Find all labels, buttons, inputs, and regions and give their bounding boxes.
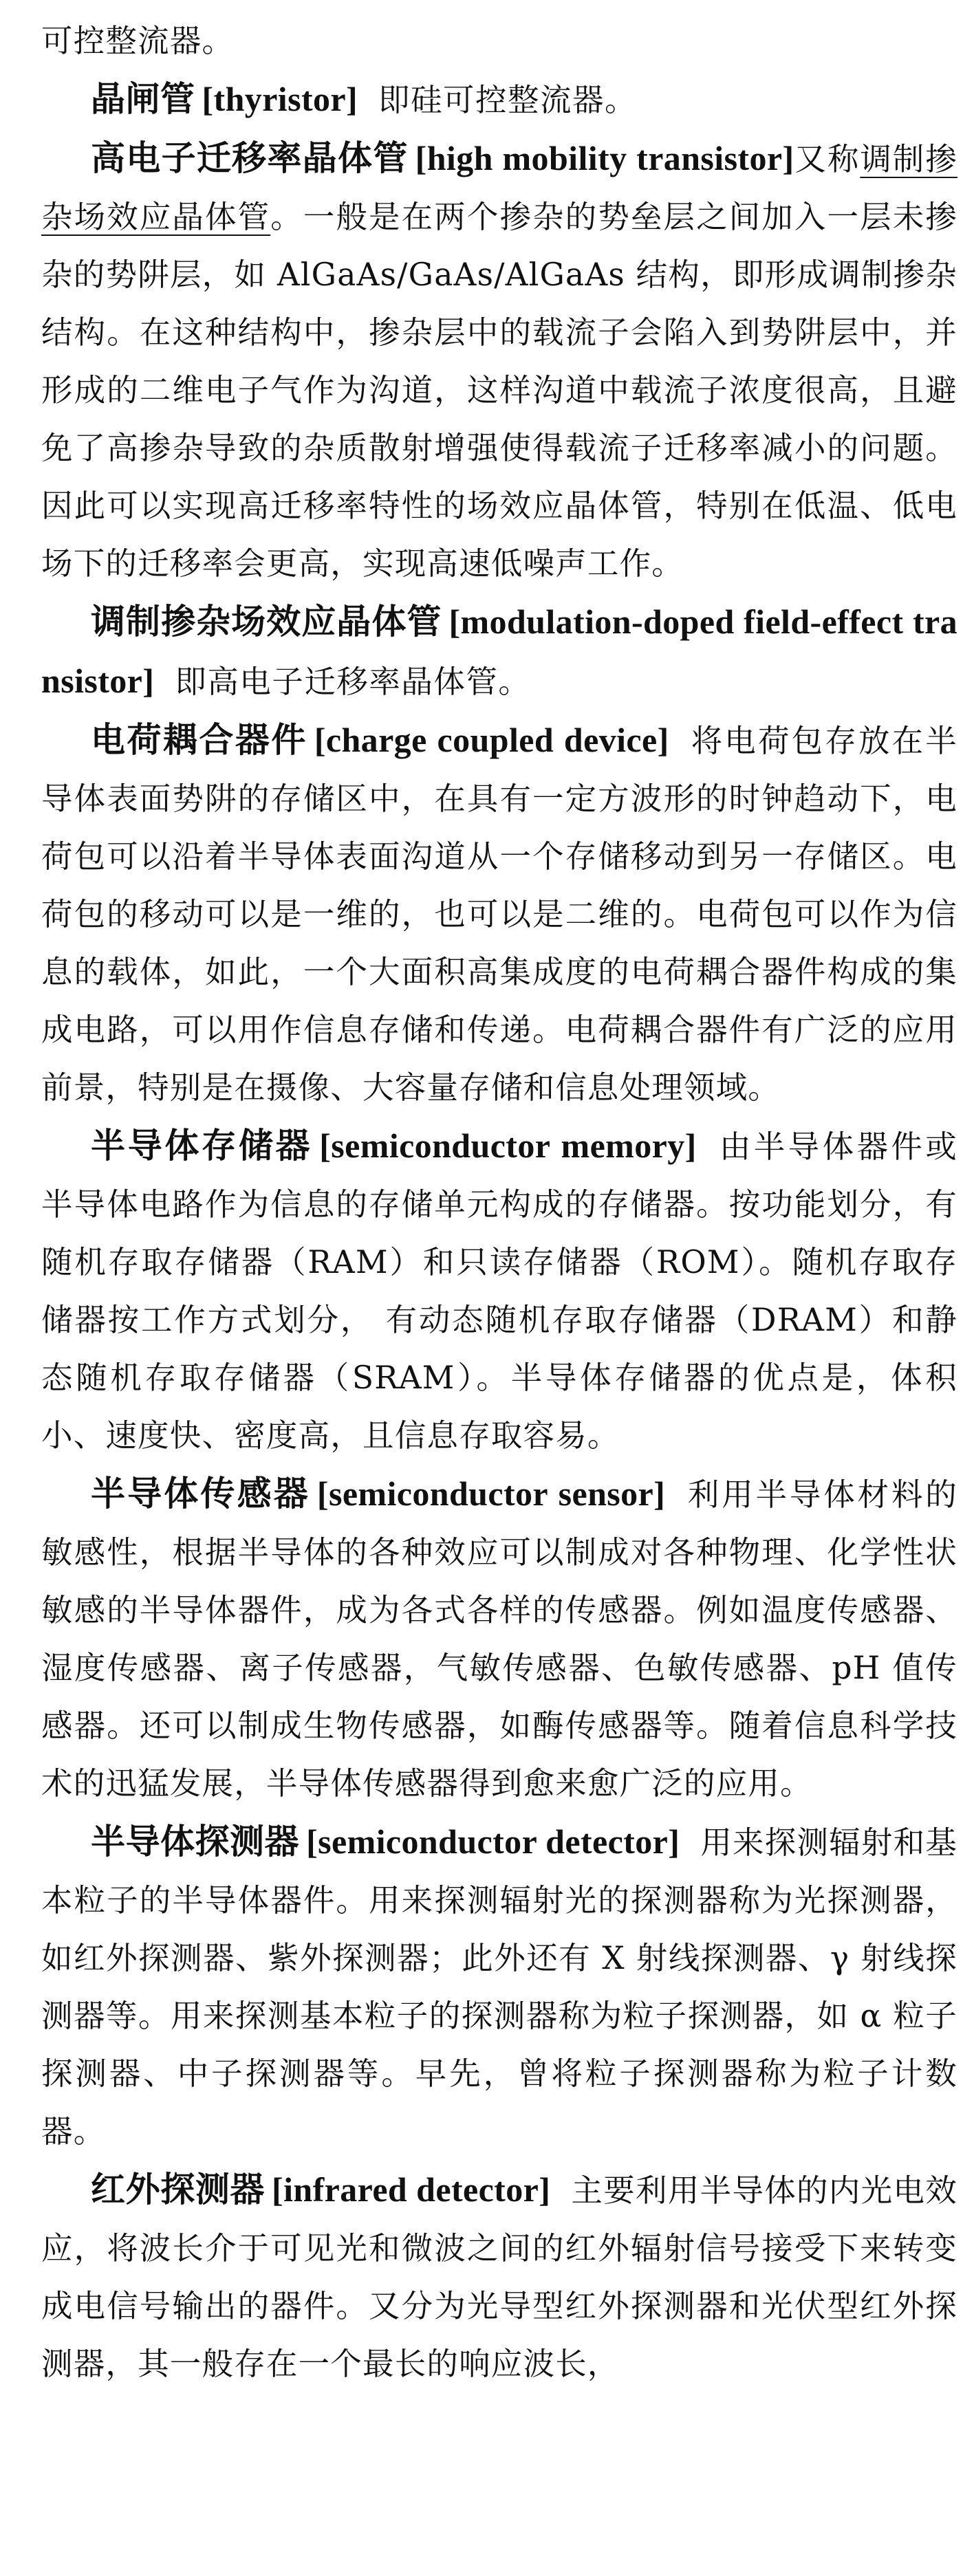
entry-ccd xyxy=(41,711,957,1117)
entry-definition: 即硅可控整流器。 xyxy=(378,82,638,118)
term-english: [thyristor] xyxy=(202,80,358,118)
term-english: [infrared detector] xyxy=(272,2170,551,2209)
term-heading: 红外探测器 xyxy=(91,2170,266,2209)
entry-continuation xyxy=(41,12,957,70)
continuation-text: 可控整流器。 xyxy=(41,23,235,59)
cross-reference-link: 调制掺杂场效应晶体管 xyxy=(41,141,957,235)
term-english: [semiconductor memory] xyxy=(319,1126,697,1165)
entry-definition: 用来探测辐射和基本粒子的半导体器件。用来探测辐射光的探测器称为光探测器，如红外探测器、紫外探测器；此外还有 X 射线探测器、γ 射线探测器等。用来探测基本粒子的探测器称为粒子探测器，如 α 粒子探测器、中子探测器等。早先，曾将粒子探测器称为粒子计数器。 xyxy=(41,1824,958,2150)
entry-prefix: 又称 xyxy=(794,141,861,177)
entry-hemt xyxy=(41,129,957,593)
term-heading: 半导体传感器 xyxy=(91,1474,310,1514)
entry-definition: 将电荷包存放在半导体表面势阱的存储区中，在具有一定方波形的时钟趋动下，电荷包可以沿着半导体表面沟道从一个存储移动到另一存储区。电荷包的移动可以是一维的，也可以是二维的。电荷包可以作为信息的载体，如此，一个大面积高集成度的电荷耦合器件构成的集成电路，可以用作信息存储和传递。电荷耦合器件有广泛的应用前景，特别是在摄像、大容量存储和信息处理领域。 xyxy=(41,723,957,1106)
entry-semiconductor-detector xyxy=(41,1813,957,2161)
term-english: [modulation-doped field-effect transistor] xyxy=(41,602,958,700)
term-english: [charge coupled device] xyxy=(314,721,669,759)
term-heading: 半导体存储器 xyxy=(91,1126,313,1166)
term-heading: 电荷耦合器件 xyxy=(91,720,307,760)
entry-semiconductor-sensor xyxy=(41,1465,957,1813)
entry-definition: 主要利用半导体的内光电效应，将波长介于可见光和微波之间的红外辐射信号接受下来转变成电信号输出的器件。又分为光导型红外探测器和光伏型红外探测器，其一般存在一个最长的响应波长， xyxy=(41,2172,957,2382)
term-heading: 高电子迁移率晶体管 xyxy=(91,138,409,178)
entry-thyristor xyxy=(41,70,957,129)
term-heading: 半导体探测器 xyxy=(91,1822,300,1862)
entry-definition: 由半导体器件或半导体电路作为信息的存储单元构成的存储器。按功能划分，有随机存取存储器（RAM）和只读存储器（ROM）。随机存取存储器按工作方式划分， 有动态随机存取存储器（DRAM）和静态随机存取存储器（SRAM）。半导体存储器的优点是，体积小、速度快、密度高，且信息存取容易。 xyxy=(41,1128,958,1454)
term-english: [semiconductor sensor] xyxy=(316,1474,666,1513)
term-heading: 调制掺杂场效应晶体管 xyxy=(91,602,442,642)
entry-definition: 即高电子迁移率晶体管。 xyxy=(175,664,531,700)
entry-semiconductor-memory xyxy=(41,1117,957,1465)
entry-infrared-detector xyxy=(41,2161,957,2393)
entry-modfet xyxy=(41,593,957,711)
term-heading: 晶闸管 xyxy=(91,79,195,119)
term-english: [semiconductor detector] xyxy=(306,1822,680,1861)
entry-definition: 利用半导体材料的敏感性，根据半导体的各种效应可以制成对各种物理、化学性状敏感的半导体器件，成为各式各样的传感器。例如温度传感器、湿度传感器、离子传感器，气敏传感器、色敏传感器、pH 值传感器。还可以制成生物传感器，如酶传感器等。随着信息科学技术的迅猛发展，半导体传感器得到愈来愈广泛的应用。 xyxy=(41,1476,958,1802)
term-english: [high mobility transistor] xyxy=(415,139,794,177)
entry-definition: 。一般是在两个掺杂的势垒层之间加入一层未掺杂的势阱层，如 AlGaAs/GaAs/AlGaAs 结构，即形成调制掺杂结构。在这种结构中，掺杂层中的载流子会陷入到势阱层中，并形成的二维电子气作为沟道，这样沟道中载流子浓度很高，且避免了高掺杂导致的杂质散射增强使得载流子迁移率减小的问题。因此可以实现高迁移率特性的场效应晶体管，特别在低温、低电场下的迁移率会更高，实现高速低噪声工作。 xyxy=(41,199,958,582)
